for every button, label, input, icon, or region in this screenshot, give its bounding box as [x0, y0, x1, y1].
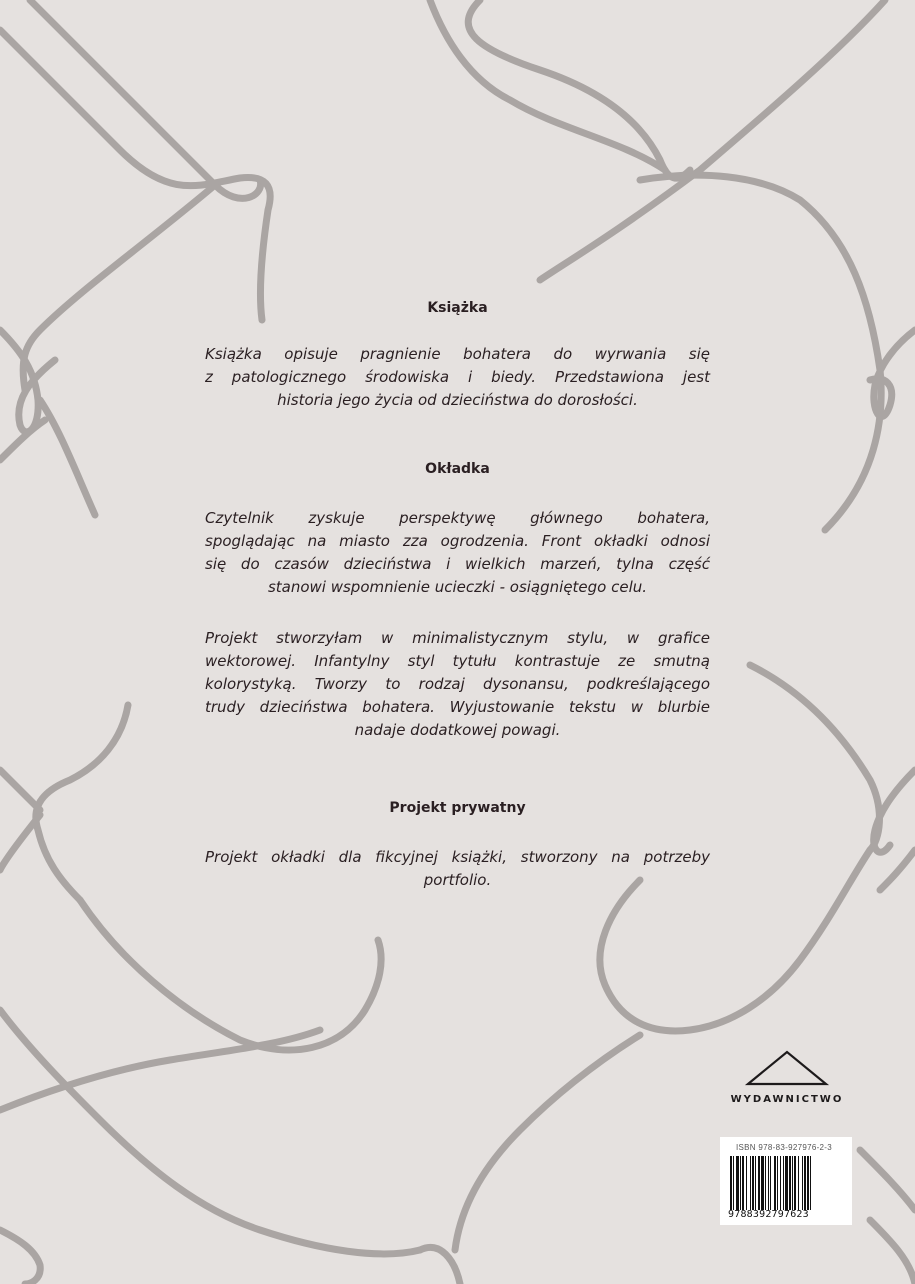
- barcode-bar: [802, 1156, 803, 1210]
- fence-wire: [0, 815, 40, 870]
- barcode-bar: [768, 1156, 769, 1210]
- text-line: wektorowej. Infantylny styl tytułu kontrastuje ze smutną: [205, 652, 710, 670]
- fence-wire: [860, 1150, 915, 1210]
- fence-wire: [0, 30, 270, 320]
- barcode-bar: [758, 1156, 760, 1210]
- text-line: Projekt okładki dla fikcyjnej książki, stworzony na potrzeby: [205, 848, 710, 866]
- barcode-bar: [765, 1156, 766, 1210]
- fence-wire: [468, 0, 690, 178]
- project-style-description: [205, 627, 710, 742]
- barcode-bar: [730, 1156, 732, 1210]
- barcode-bar: [794, 1156, 796, 1210]
- barcode-bar: [804, 1156, 806, 1210]
- barcode-bar: [774, 1156, 776, 1210]
- barcode-bar: [752, 1156, 754, 1210]
- text-line: Książka opisuje pragnienie bohatera do wyrwania się: [205, 345, 710, 363]
- barcode-bar: [798, 1156, 799, 1210]
- fence-wire: [880, 850, 915, 890]
- isbn-digits: 9788392797623: [728, 1209, 809, 1220]
- text-line: historia jego życia od dzieciństwa do dorosłości.: [277, 391, 638, 409]
- section-title-cover: Okładka: [425, 461, 490, 477]
- barcode-bar: [742, 1156, 744, 1210]
- section-title-private: Projekt prywatny: [389, 800, 526, 816]
- barcode-bar: [740, 1156, 741, 1210]
- fence-wire: [455, 1035, 640, 1250]
- isbn-barcode: [720, 1137, 852, 1225]
- barcode-bar: [783, 1156, 784, 1210]
- text-line: z patologicznego środowiska i biedy. Przedstawiona jest: [205, 368, 710, 386]
- text-line: kolorystyką. Tworzy to rodzaj dysonansu, podkreślającego: [205, 675, 710, 693]
- text-line: Czytelnik zyskuje perspektywę głównego bohatera,: [205, 509, 710, 527]
- private-project-description: [205, 846, 710, 892]
- text-line: się do czasów dzieciństwa i wielkich marzeń, tylna część: [205, 555, 710, 573]
- text-line: portfolio.: [423, 871, 492, 889]
- fence-wire: [0, 1230, 40, 1284]
- roof-triangle-icon: [742, 1048, 832, 1088]
- barcode-bar: [750, 1156, 751, 1210]
- barcode-bar: [770, 1156, 771, 1210]
- barcode-bars: [730, 1156, 842, 1210]
- fence-wire: [40, 400, 95, 515]
- barcode-bar: [792, 1156, 793, 1210]
- barcode-bar: [736, 1156, 739, 1210]
- text-line: spoglądając na miasto zza ogrodzenia. Front okładki odnosi: [205, 532, 710, 550]
- section-title-book: Książka: [427, 300, 488, 316]
- publisher-name: WYDAWNICTWO: [730, 1094, 844, 1105]
- barcode-bar: [761, 1156, 764, 1210]
- barcode-bar: [810, 1156, 811, 1210]
- text-line: stanowi wspomnienie ucieczki - osiągniętego celu.: [267, 578, 648, 596]
- text-line: nadaje dodatkowej powagi.: [354, 721, 561, 739]
- fence-wire: [80, 900, 381, 1050]
- barcode-bar: [789, 1156, 791, 1210]
- fence-wire: [870, 1220, 915, 1284]
- text-line: Projekt stworzyłam w minimalistycznym stylu, w grafice: [205, 629, 710, 647]
- barcode-bar: [755, 1156, 756, 1210]
- isbn-label: ISBN 978-83-927976-2-3: [736, 1143, 832, 1152]
- barcode-bar: [780, 1156, 781, 1210]
- cover-description: [205, 507, 710, 599]
- barcode-bar: [807, 1156, 809, 1210]
- barcode-bar: [785, 1156, 788, 1210]
- book-description: [205, 343, 710, 412]
- publisher-logo: [712, 1048, 862, 1112]
- barcode-bar: [733, 1156, 734, 1210]
- barcode-bar: [746, 1156, 747, 1210]
- text-line: trudy dzieciństwa bohatera. Wyjustowanie tekstu w blurbie: [205, 698, 710, 716]
- barcode-bar: [777, 1156, 778, 1210]
- fence-wire: [750, 665, 879, 850]
- fence-wire: [0, 1010, 420, 1254]
